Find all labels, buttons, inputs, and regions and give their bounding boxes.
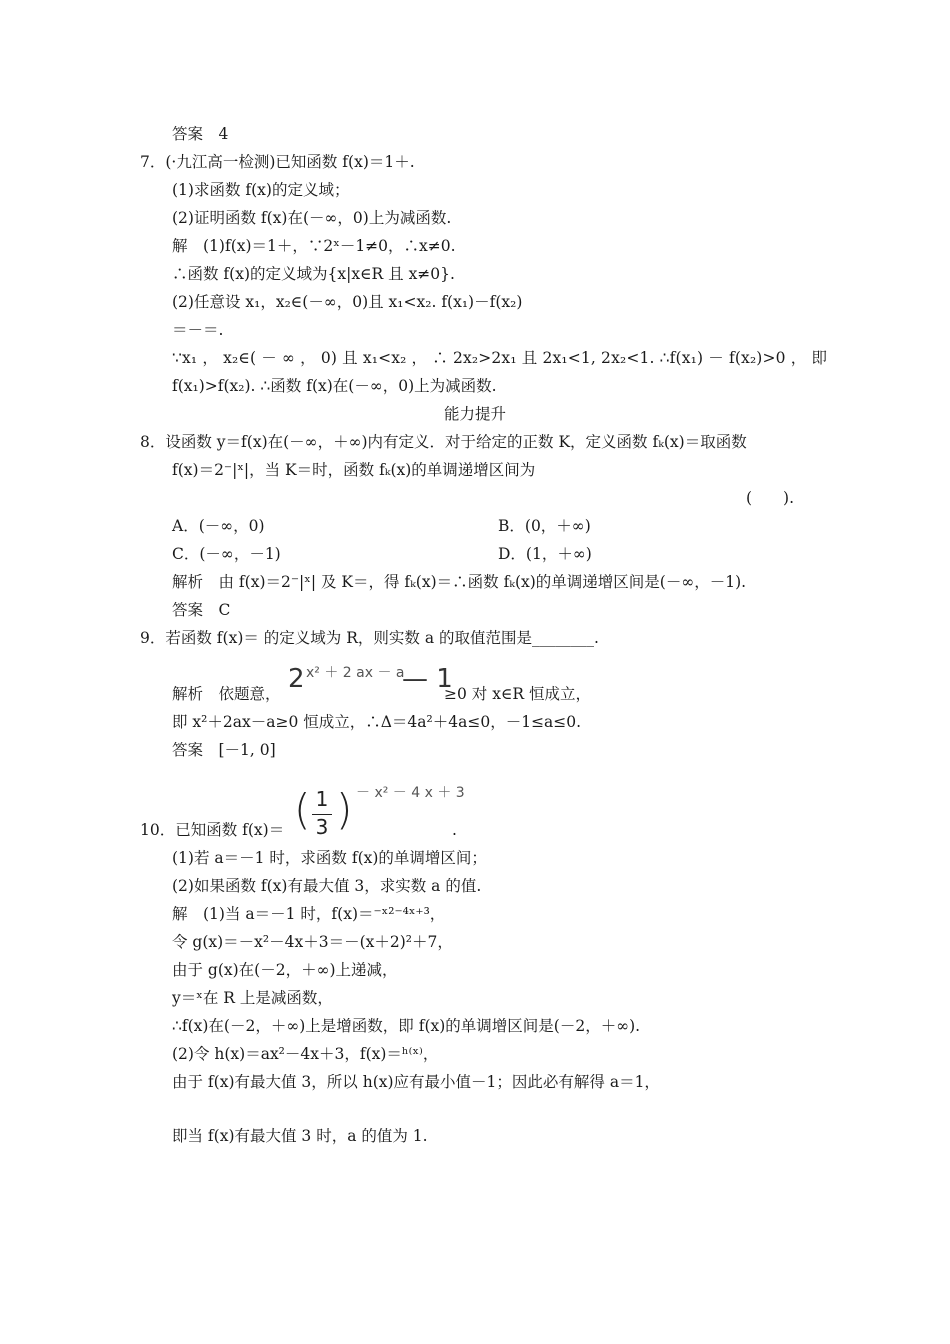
problem-9-statement: 9．若函数 f(x)＝ 的定义域为 R，则实数 a 的取值范围是________. [140,629,599,647]
option-d: D．(1，＋∞) [498,545,592,563]
option-c: C．(－∞，－1) [172,545,281,563]
analysis-line: 解析 由 f(x)＝2⁻|ˣ| 及 K＝，得 fₖ(x)＝∴函数 fₖ(x)的单调递增区间是(－∞，－1). [172,573,747,591]
solution-line: (2)令 h(x)＝ax²－4x＋3，f(x)＝ʰ⁽ˣ⁾， [172,1045,439,1063]
answer-line: 答案 C [172,601,231,619]
solution-line: 由于 f(x)有最大值 3，所以 h(x)应有最小值－1；因此必有解得 a＝1， [172,1073,660,1091]
formula-9-base: 2 [288,664,305,694]
section-heading: 能力提升 [443,405,506,423]
problem-8-statement-cont: f(x)＝2⁻|ˣ|，当 K＝时，函数 fₖ(x)的单调递增区间为 [172,461,536,479]
analysis-line: ≥0 对 x∈R 恒成立， [444,685,592,703]
formula-10-numerator: 1 [315,787,329,811]
solution-line: 由于 g(x)在(－2，＋∞)上递减， [172,961,398,979]
problem-10-part-1: (1)若 a＝－1 时，求函数 f(x)的单调增区间； [172,849,487,867]
formula-10-right-paren: ) [336,785,353,834]
formula-10-left-paren: ( [294,785,311,834]
solution-line: ＝－＝. [172,321,224,339]
analysis-line: 即 x²＋2ax－a≥0 恒成立，∴Δ＝4a²＋4a≤0，－1≤a≤0. [172,713,582,731]
problem-7-statement: 7．(·九江高一检测)已知函数 f(x)＝1＋. [140,153,415,171]
problem-10-statement: 10．已知函数 f(x)＝ [140,821,285,839]
problem-10-part-2: (2)如果函数 f(x)有最大值 3，求实数 a 的值. [172,877,482,895]
formula-9-tail: — 1 [402,664,453,694]
solution-line: y＝ˣ在 R 上是减函数， [172,989,333,1007]
analysis-line: 解析 依题意， [172,685,281,703]
solution-line: 解 (1)f(x)＝1＋，∵2ˣ－1≠0，∴x≠0. [172,237,456,255]
answer-line: 答案 [－1, 0] [172,741,276,759]
formula-9-exponent: x² ＋ 2 ax － a [306,665,405,681]
solution-line: ∵x₁ ， x₂∈( － ∞ ， 0) 且 x₁<x₂ ， ∴ 2x₂>2x₁ 且 2x₁<1, 2x₂<1. ∴f(x₁) － f(x₂)>0 ， 即 [172,349,828,367]
option-b: B．(0，＋∞) [498,517,591,535]
formula-10-period: . [452,821,457,839]
solution-line: 令 g(x)＝－x²－4x＋3＝－(x＋2)²＋7， [172,933,453,951]
solution-line: ∴f(x)在(－2，＋∞)上是增函数，即 f(x)的单调增区间是(－2，＋∞). [172,1017,641,1035]
answer-bracket: ( ). [746,489,795,507]
problem-8-statement: 8．设函数 y＝f(x)在(－∞，＋∞)内有定义．对于给定的正数 K，定义函数 fₖ(x)＝取函数 [140,433,747,451]
solution-line: (2)任意设 x₁，x₂∈(－∞，0)且 x₁<x₂. f(x₁)－f(x₂) [172,293,523,311]
answer-line: 答案 4 [172,125,229,143]
solution-conclusion: 即当 f(x)有最大值 3 时，a 的值为 1. [172,1127,428,1145]
solution-line: 解 (1)当 a＝－1 时，f(x)＝⁻ˣ²⁻⁴ˣ⁺³， [172,905,446,923]
problem-7-part-1: (1)求函数 f(x)的定义域； [172,181,350,199]
formula-10-denominator: 3 [315,815,329,839]
problem-7-part-2: (2)证明函数 f(x)在(－∞，0)上为减函数. [172,209,452,227]
solution-line: ∴函数 f(x)的定义域为{x|x∈R 且 x≠0}. [172,265,455,283]
formula-10-exponent: － x² － 4 x ＋ 3 [356,785,465,801]
option-a: A．(－∞，0) [172,517,265,535]
solution-line: f(x₁)>f(x₂). ∴函数 f(x)在(－∞，0)上为减函数. [172,377,497,395]
